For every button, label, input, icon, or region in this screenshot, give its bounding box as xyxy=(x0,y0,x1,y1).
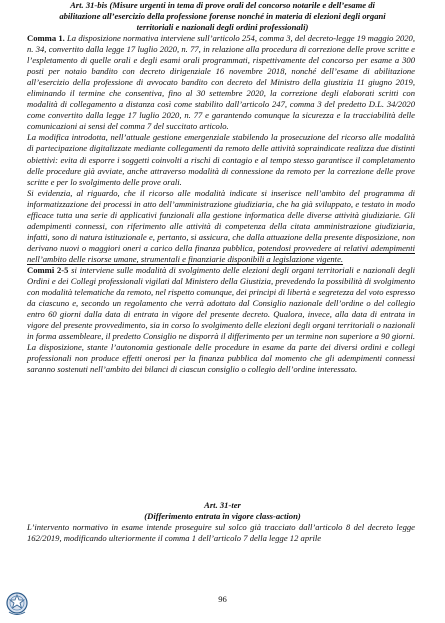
paragraph-3 xyxy=(27,188,415,265)
article-31ter-heading xyxy=(0,500,445,522)
paragraph-2: La modifica introdotta, nell’attuale gestione emergenziale stabilendo la prosecuzione del ricorso alle modalità di partecipazione digitalizzate mediante collegamenti da remoto delle attività sopraindicate realizza due distinti obiettivi: evita di esporre i soggetti coinvolti a rischi di contagio e al tempo stesso garantisce il completamento delle procedure già avviate, anche attraverso modalità di connessione da remoto per la correzione delle prove scritte e per lo svolgimento delle prove orali. xyxy=(27,132,415,187)
commi-2-5-paragraph xyxy=(27,265,415,375)
paragraph-3-text: Si evidenzia, al riguardo, che il ricorso alle modalità indicate si inserisce nell’ambito del programma di informatizzazione dei processi in atto dell’amministrazione giudiziaria, che ha già sviluppato, e testato in modo efficace tutta una serie di applicativi funzionali alla gestione informatica delle diverse attività giudiziarie. Gli adempimenti connessi, con riferimento alle attività di competenza della citata amministrazione giudiziaria, infatti, sono di natura istituzionale e, pertanto, si assicura, che dalla attuazione della presente disposizione, non derivano nuovi o maggiori oneri a carico della finanza pubblica, xyxy=(27,187,415,253)
commi-2-5-label: Commi 2-5 xyxy=(27,264,69,275)
heading-line: Art. 31-bis (Misure urgenti in tema di prove orali del concorso notarile e dell’esame di xyxy=(70,0,375,10)
heading-line: abilitazione all’esercizio della professione forense nonché in materia di elezioni degli organi xyxy=(59,10,386,21)
article-31ter-paragraph: L’intervento normativo in esame intende proseguire sul solco già tracciato dall’articolo 8 del decreto legge 162/2019, modificando ulteriormente il comma 1 dell’articolo 7 della legge 12 aprile xyxy=(27,522,415,544)
article-31bis-heading xyxy=(0,0,445,32)
article-31ter-body xyxy=(27,522,415,544)
comma-1-text: La disposizione normativa interviene sull’articolo 254, comma 3, del decreto-legge 19 maggio 2020, n. 34, convertito dalla legge 17 luglio 2020, n. 77, in relazione alla procedura di correzione delle prove scritte e l’espletamento di quelle orali e degli esami orali programmati, rispettivamente del concorso per esame a 300 posti per notaio bandito con decreto dirigenziale 16 novembre 2018, nonché dell’esame di abilitazione all’esercizio della professione di avvocato bandito con decreto del Ministro della giustizia 11 giugno 2019, eliminando il termine che consentiva, fino al 30 settembre 2020, la correzione degli elaborati scritti con modalità di collegamento a distanza così come stabilito dall’articolo 247, comma 3 del predetto D.L. 34/2020 come convertito dalla legge 17 luglio 2020, n. 77 e garantendo comunque la sicurezza e la tracciabilità delle comunicazioni ai sensi del comma 7 del succitato articolo. xyxy=(27,33,415,132)
italian-republic-emblem-icon xyxy=(5,590,29,618)
comma-1-paragraph xyxy=(27,33,415,132)
page-number: 96 xyxy=(218,594,227,604)
commi-2-5-text: si interviene sulle modalità di svolgimento delle elezioni degli organi territoriali e nazionali degli Ordini e dei Collegi professionali vigilati dal Ministero della Giustizia, prevedendo la possibilità di svolgimento con modalità telematiche da remoto, nel rispetto comunque, dei principi di libertà e segretezza del voto espresso da ciascuno e, secondo un regolamento che verrà adottato dal Consiglio nazionale dell’ordine o del collegio entro 60 giorni dalla data di entrata in vigore del presente decreto. Qualora, invece, alla data di entrata in vigore del presente provvedimento, sia in corso lo svolgimento delle elezioni degli organi territoriali o nazionali in forma assembleare, il predetto Consiglio ne disporrà il differimento per un termine non superiore a 90 giorni. La disposizione, stante l’autonomia gestionale delle procedure in esame da parte dei diversi ordini e collegi professionali non produce effetti onerosi per la finanza pubblica dal momento che gli adempimenti connessi saranno sostenuti nell’ambito dei bilanci di ciascun consiglio o collegio dell’ordine interessato. xyxy=(27,264,416,375)
paragraph-3-underlined: potendosi provvedere ai relativi adempimenti nell’ambito delle risorse umane, strumentali e finanziarie disponibili a legislazione vigente. xyxy=(27,242,415,264)
article-31ter-subtitle: (Differimento entrata in vigore class-action) xyxy=(144,511,301,521)
comma-1-label: Comma 1. xyxy=(27,33,65,43)
heading-line: territoriali e nazionali degli ordini professionali) xyxy=(136,21,309,32)
article-31bis-body xyxy=(27,33,415,375)
article-31ter-title: Art. 31-ter xyxy=(204,500,241,510)
